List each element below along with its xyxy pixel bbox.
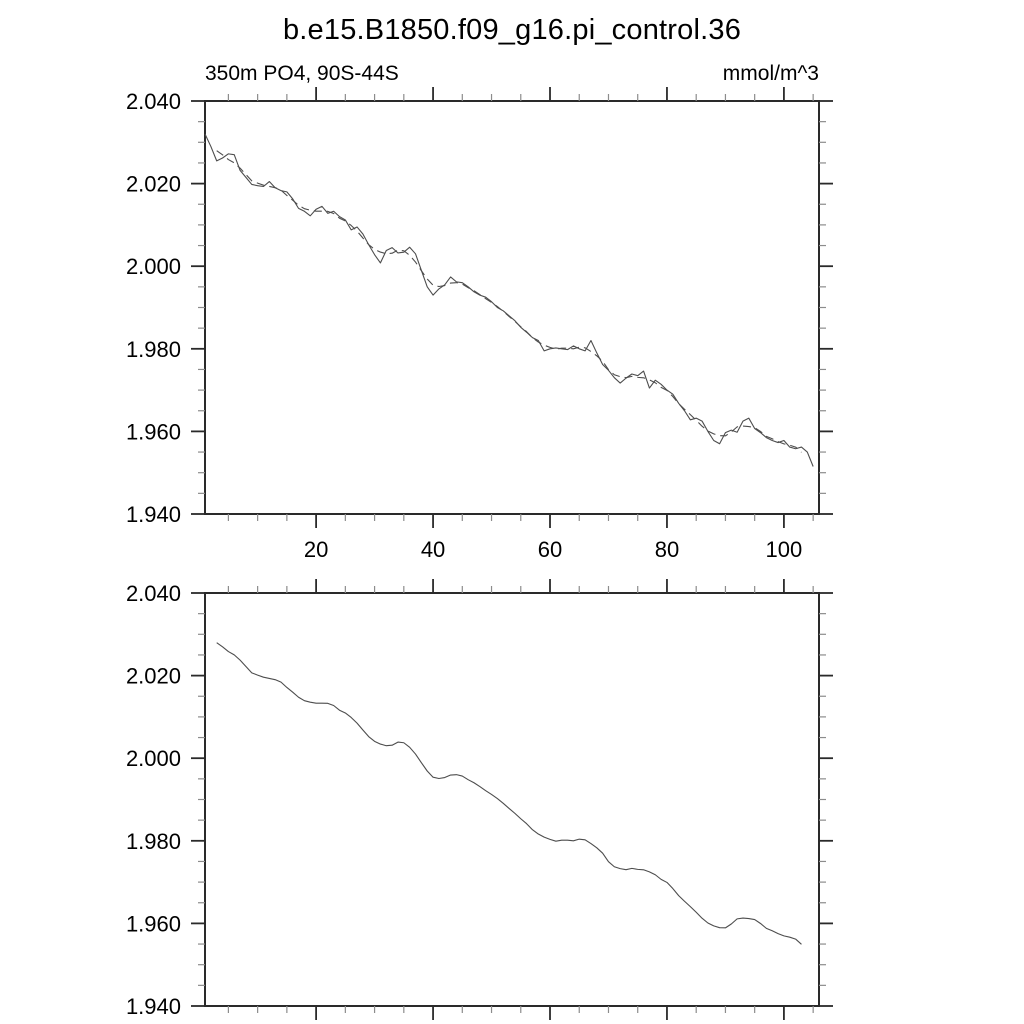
y-tick-label: 2.040 bbox=[125, 581, 181, 606]
y-tick-label: 2.000 bbox=[125, 746, 181, 772]
bottom-panel bbox=[126, 579, 833, 1020]
panel-caption-units: mmol/m^3 bbox=[722, 62, 819, 85]
y-tick-label: 1.940 bbox=[125, 994, 181, 1019]
x-tick-label: 40 bbox=[420, 537, 446, 562]
y-tick-label: 2.040 bbox=[125, 89, 181, 114]
y-tick-label: 2.020 bbox=[125, 663, 181, 689]
x-tick-label: 60 bbox=[537, 537, 563, 562]
x-tick-label: 80 bbox=[654, 537, 680, 562]
y-tick-label: 1.940 bbox=[125, 502, 181, 527]
y-tick-label: 2.000 bbox=[125, 254, 181, 280]
x-tick-label: 20 bbox=[303, 537, 329, 562]
annual-mean-line bbox=[205, 134, 813, 466]
running-mean-solid-line bbox=[217, 643, 802, 945]
y-tick-label: 1.980 bbox=[125, 336, 181, 362]
y-tick-label: 2.020 bbox=[125, 171, 181, 197]
axis-ticks bbox=[126, 579, 833, 1020]
plot-frame bbox=[205, 593, 819, 1006]
plot-frame bbox=[205, 101, 819, 514]
running-mean-dashed-line bbox=[217, 151, 802, 453]
y-tick-label: 1.980 bbox=[125, 828, 181, 854]
panel-caption-variable: 350m PO4, 90S-44S bbox=[205, 62, 399, 85]
figure-title: b.e15.B1850.f09_g16.pi_control.36 bbox=[282, 14, 742, 46]
y-tick-label: 1.960 bbox=[125, 419, 181, 445]
top-panel bbox=[126, 87, 833, 562]
axis-ticks bbox=[126, 87, 833, 562]
x-tick-label: 100 bbox=[765, 537, 803, 562]
y-tick-label: 1.960 bbox=[125, 911, 181, 937]
